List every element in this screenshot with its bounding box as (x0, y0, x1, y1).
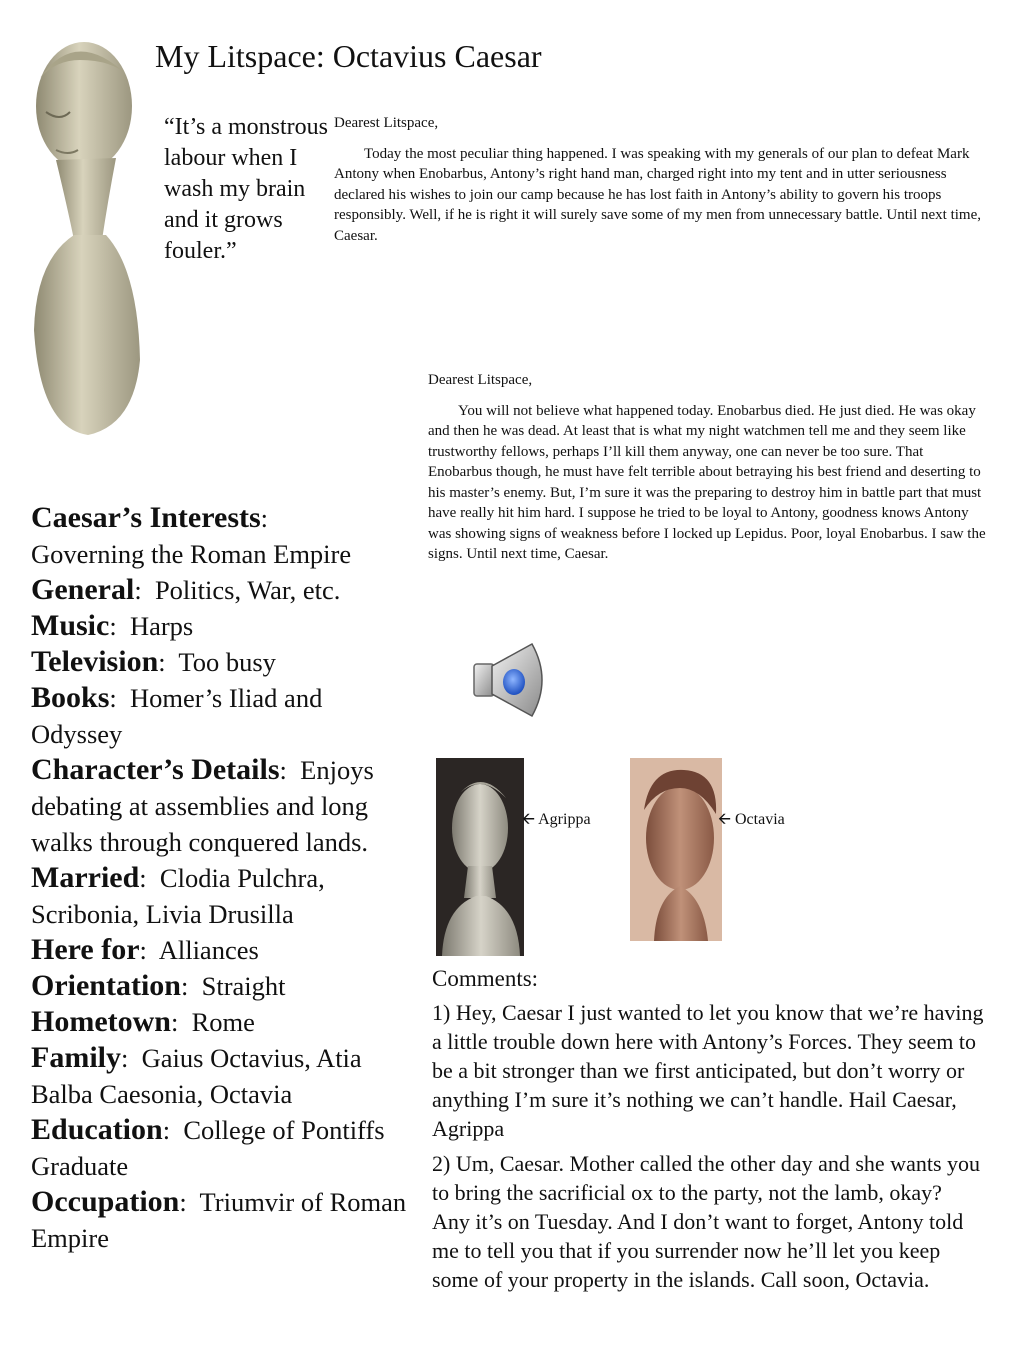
profile-key: Married (31, 861, 140, 894)
profile-row-music: Music: Harps (31, 609, 194, 642)
profile-key: Character’s Details (31, 753, 280, 786)
profile-quote: “It’s a monstrous labour when I wash my brain and it grows fouler.” (164, 114, 328, 264)
octavia-label: Octavia (735, 811, 785, 828)
profile-value: Clodia Pulchra, Scribonia, Livia Drusilla (31, 863, 325, 929)
octavia-photo (630, 758, 722, 941)
profile-key: Television (31, 645, 159, 678)
profile-value: Enjoys debating at assemblies and long walks through conquered lands. (31, 755, 374, 857)
letter-salutation: Dearest Litspace, (334, 115, 439, 131)
comment-item: 1) Hey, Caesar I just wanted to let you know that we’re having a little trouble down here with Antony’s Forces. They seem to be a bit stronger than we first anticipated, but don’t worry or anything I’m sure it’s nothing we can’t handle. Hail Caesar, Agrippa (432, 1000, 984, 1141)
speaker-icon[interactable] (470, 640, 554, 720)
profile-value: Too busy (178, 647, 276, 677)
letter-body: You will not believe what happened today. Enobarbus died. He just died. He was okay and then he was dead. At least that is what my night watchmen tell me and they seem like trustworthy fellows, perhaps I’ll kill them anyway, one can never be too sure. That Enobarbus though, he must have felt terrible about betraying his best friend and deserting to his master’s enemy. But, I’m sure it was the preparing to destroy him in battle part that must have really hit him hard. I suppose he tried to be loyal to Antony, goodness knows Antony was showing signs of weakness before I locked up Lepidus. Poor, loyal Enobarbus. I saw the signs. Until next time, Caesar. (428, 402, 986, 562)
profile-row-books: Books: Homer’s Iliad and Odyssey (31, 681, 323, 749)
agrippa-photo (436, 758, 524, 956)
profile-row-orientation: Orientation: Straight (31, 969, 286, 1002)
profile-key: Hometown (31, 1005, 171, 1038)
profile-value: Governing the Roman Empire (31, 539, 352, 569)
comments-list (432, 998, 984, 1300)
profile-value: Gaius Octavius, Atia Balba Caesonia, Octavia (31, 1043, 362, 1109)
agrippa-caption (522, 810, 591, 830)
profile-row-details: Character’s Details: Enjoys debating at assemblies and long walks through conquered lands. (31, 753, 374, 857)
profile-value: Politics, War, etc. (154, 575, 341, 605)
profile-key: Family (31, 1041, 121, 1074)
profile-row-hometown: Hometown: Rome (31, 1005, 255, 1038)
profile-value: Homer’s Iliad and Odyssey (31, 683, 323, 749)
letter-salutation: Dearest Litspace, (428, 372, 533, 388)
profile-key: Books (31, 681, 110, 714)
profile-value: Straight (201, 971, 286, 1001)
octavia-caption (718, 810, 785, 830)
profile-row-education: Education: College of Pontiffs Graduate (31, 1113, 385, 1181)
profile-key: General (31, 573, 135, 606)
profile-value: Alliances (158, 935, 259, 965)
profile-row-family: Family: Gaius Octavius, Atia Balba Caesonia, Octavia (31, 1041, 362, 1109)
arrow-left-icon: 🡨 (522, 811, 535, 828)
profile-value: Triumvir of Roman Empire (31, 1187, 407, 1253)
profile-value: Harps (129, 611, 194, 641)
blog-post (428, 370, 988, 565)
arrow-left-icon: 🡨 (718, 811, 731, 828)
profile-row-married: Married: Clodia Pulchra, Scribonia, Livia Drusilla (31, 861, 325, 929)
agrippa-label: Agrippa (538, 811, 591, 828)
profile-value: Rome (191, 1007, 255, 1037)
profile-key: Caesar’s Interests (31, 501, 261, 534)
profile-details (31, 500, 416, 1256)
comments-heading: Comments: (432, 966, 539, 991)
profile-row-television: Television: Too busy (31, 645, 276, 678)
profile-row-occupation: Occupation: Triumvir of Roman Empire (31, 1185, 407, 1253)
blog-post (334, 113, 984, 246)
profile-key: Education (31, 1113, 163, 1146)
page-title: My Litspace: Octavius Caesar (155, 38, 542, 74)
profile-row-here-for: Here for: Alliances (31, 933, 259, 966)
profile-row-interests: Caesar’s Interests: Governing the Roman Empire (31, 501, 352, 569)
caesar-bust-image (16, 30, 144, 442)
profile-key: Here for (31, 933, 140, 966)
comment-item: 2) Um, Caesar. Mother called the other day and she wants you to bring the sacrificial ox to the party, not the lamb, okay? Any it’s on Tuesday. And I don’t want to forget, Antony told me to tell you that if you surrender now he’ll let you keep some of your property in the islands. Call soon, Octavia. (432, 1151, 981, 1292)
profile-key: Music (31, 609, 110, 642)
profile-row-general: General: Politics, War, etc. (31, 573, 341, 606)
profile-key: Occupation (31, 1185, 180, 1218)
profile-key: Orientation (31, 969, 181, 1002)
letter-body: Today the most peculiar thing happened. I was speaking with my generals of our plan to defeat Mark Antony when Enobarbus, Antony’s right hand man, charged right into my tent and in utter seriousness declared his wishes to join our camp because he has lost faith in Antony’s ability to govern his troops responsibly. Well, if he is right it will surely save some of my men from unnecessary battle. Until next time, Caesar. (334, 145, 981, 244)
profile-value: College of Pontiffs Graduate (31, 1115, 385, 1181)
